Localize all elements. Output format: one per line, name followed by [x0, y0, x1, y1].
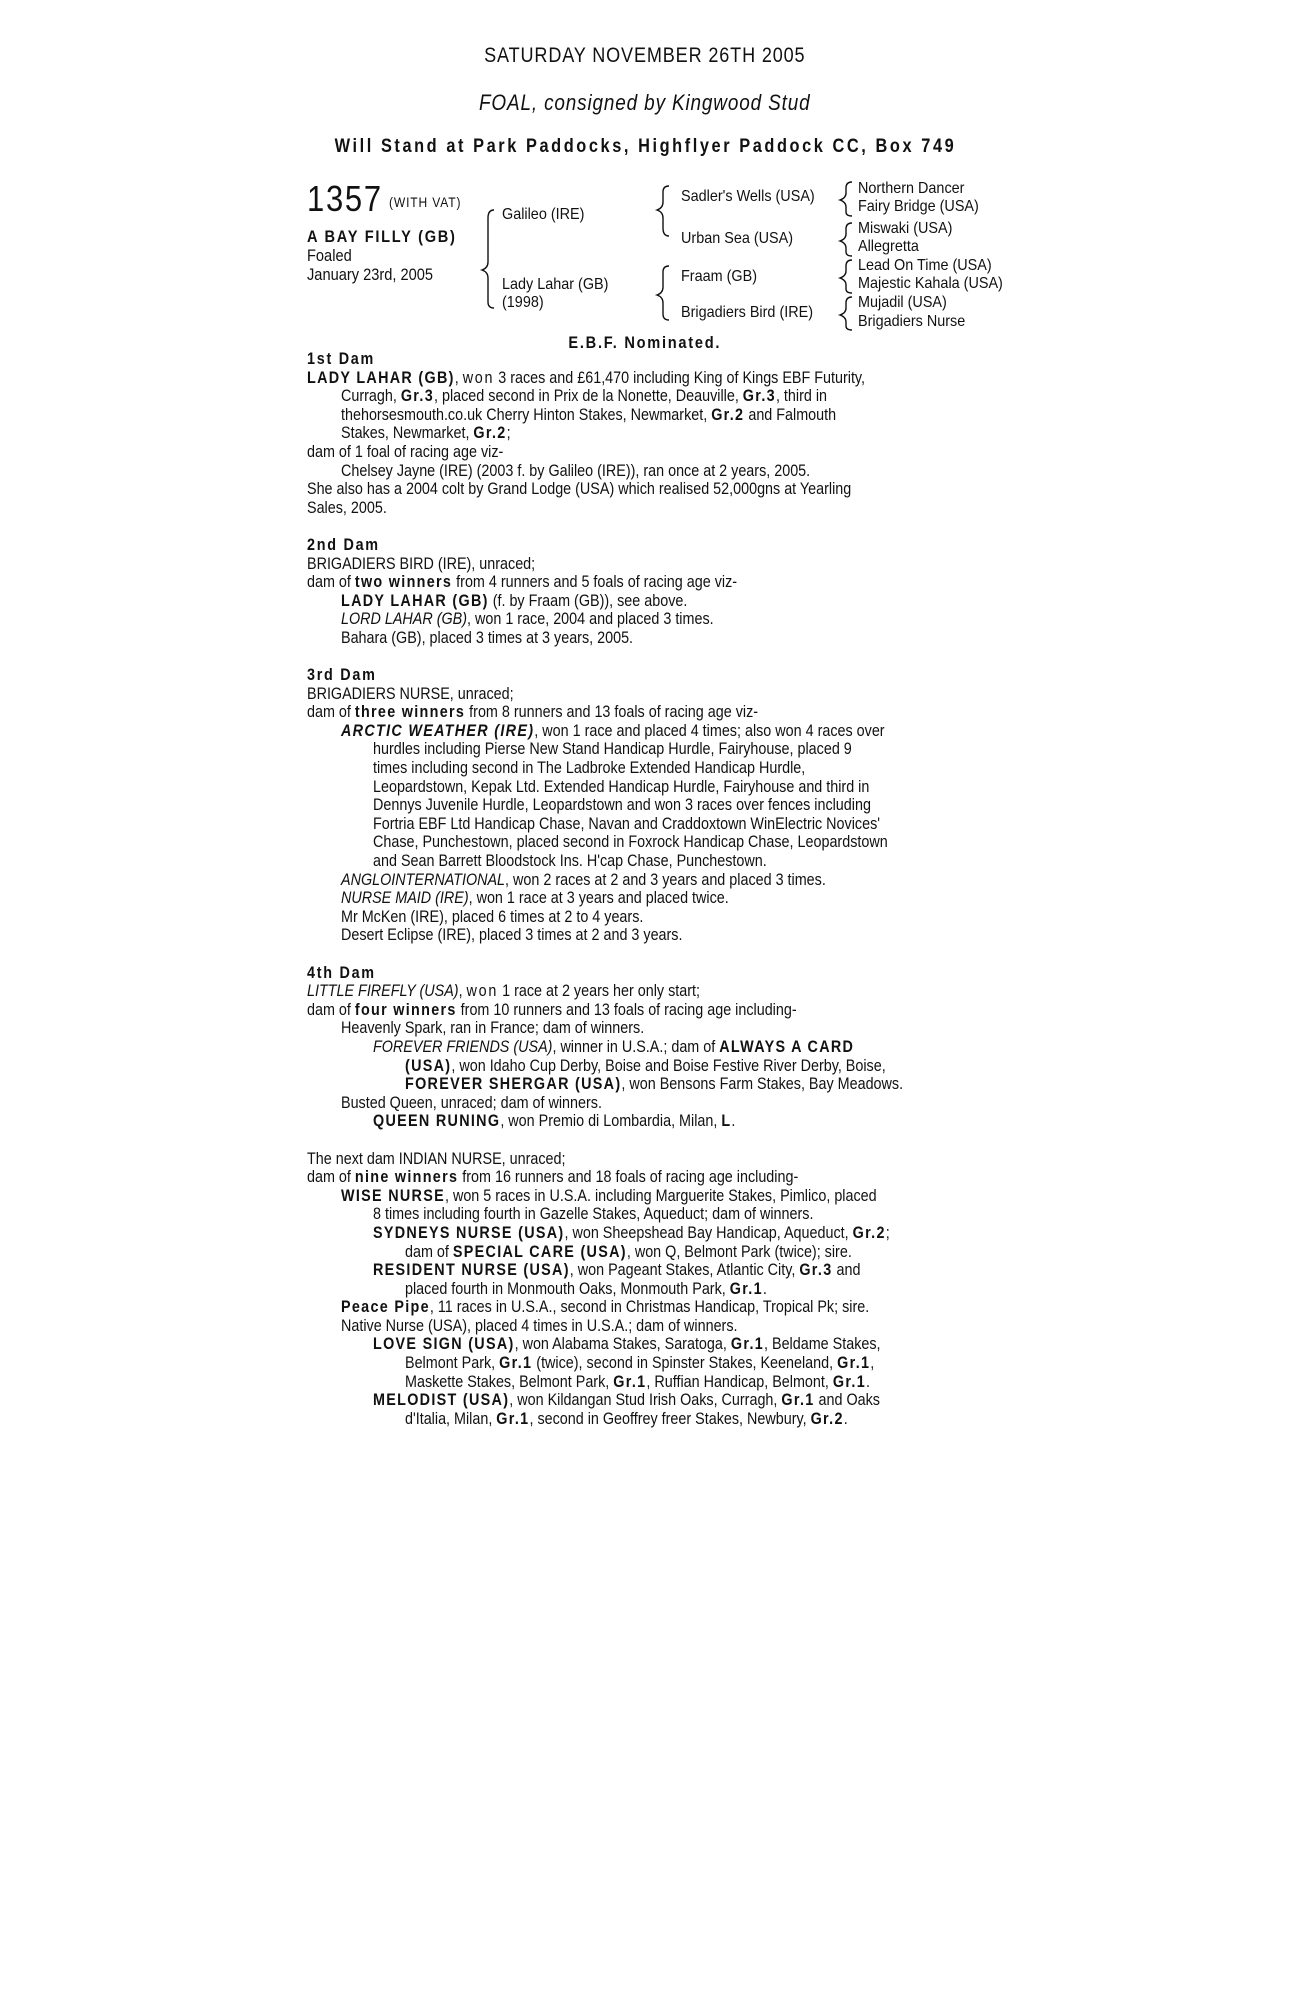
text-line: Bahara (GB), placed 3 times at 3 years, 2005.: [341, 628, 634, 647]
text-line: Desert Eclipse (IRE), placed 3 times at 2 and 3 years.: [341, 926, 683, 945]
dam-dam: Brigadiers Bird (IRE): [681, 304, 814, 321]
dam-sire-dam: Majestic Kahala (USA): [858, 275, 1003, 292]
text-line: She also has a 2004 colt by Grand Lodge (USA) which realised 52,000gns at Yearling: [307, 480, 852, 499]
text-line: dam of two winners from 4 runners and 5 foals of racing age viz-: [307, 573, 738, 592]
lot-sex-colour: A BAY FILLY (GB): [307, 227, 457, 246]
text-line: Leopardstown, Kepak Ltd. Extended Handicap Hurdle, Fairyhouse and third in: [373, 777, 870, 796]
dam-sire-sire: Lead On Time (USA): [858, 257, 992, 274]
dam-dam-dam: Brigadiers Nurse: [858, 313, 966, 330]
text-line: thehorsesmouth.co.uk Cherry Hinton Stakes, Newmarket, Gr.2 and Falmouth: [341, 405, 837, 424]
sire-sire-sire: Northern Dancer: [858, 180, 965, 197]
vat-note: (WITH VAT): [389, 194, 462, 210]
text-line: Peace Pipe, 11 races in U.S.A., second in Christmas Handicap, Tropical Pk; sire.: [341, 1298, 870, 1317]
text-line: SYDNEYS NURSE (USA), won Sheepshead Bay Handicap, Aqueduct, Gr.2;: [373, 1223, 890, 1242]
text-line: placed fourth in Monmouth Oaks, Monmouth Park, Gr.1.: [405, 1279, 767, 1298]
text-line: Native Nurse (USA), placed 4 times in U.S.A.; dam of winners.: [341, 1316, 738, 1335]
text-line: Curragh, Gr.3, placed second in Prix de la Nonette, Deauville, Gr.3, third in: [341, 387, 828, 406]
text-line: WISE NURSE, won 5 races in U.S.A. including Marguerite Stakes, Pimlico, placed: [341, 1186, 877, 1205]
text-line: hurdles including Pierse New Stand Handicap Hurdle, Fairyhouse, placed 9: [373, 740, 852, 759]
sire-dam-dam: Allegretta: [858, 238, 919, 255]
ebf-nominated: E.B.F. Nominated.: [568, 333, 722, 352]
foaled-label: Foaled: [307, 246, 352, 265]
sale-date: SATURDAY NOVEMBER 26TH 2005: [484, 44, 806, 67]
text-line: d'Italia, Milan, Gr.1, second in Geoffrey freer Stakes, Newbury, Gr.2.: [405, 1409, 848, 1428]
dam: Lady Lahar (GB): [502, 276, 609, 293]
text-line: Chase, Punchestown, placed second in Foxrock Handicap Chase, Leopardstown: [373, 833, 888, 852]
text-line: (USA), won Idaho Cup Derby, Boise and Boise Festive River Derby, Boise,: [405, 1056, 886, 1075]
text-line: LORD LAHAR (GB), won 1 race, 2004 and placed 3 times.: [341, 610, 714, 629]
third-dam-heading: 3rd Dam: [307, 666, 377, 685]
sire: Galileo (IRE): [502, 206, 585, 223]
sire-dam: Urban Sea (USA): [681, 230, 794, 247]
text-line: FOREVER SHERGAR (USA), won Bensons Farm Stakes, Bay Meadows.: [405, 1075, 904, 1094]
text-line: BRIGADIERS BIRD (IRE), unraced;: [307, 554, 536, 573]
text-line: ARCTIC WEATHER (IRE), won 1 race and placed 4 times; also won 4 races over: [341, 721, 885, 740]
second-dam-heading: 2nd Dam: [307, 535, 380, 554]
dam-dam-sire: Mujadil (USA): [858, 294, 947, 311]
text-line: NURSE MAID (IRE), won 1 race at 3 years and placed twice.: [341, 889, 729, 908]
text-line: Busted Queen, unraced; dam of winners.: [341, 1093, 602, 1112]
text-line: Chelsey Jayne (IRE) (2003 f. by Galileo (IRE)), ran once at 2 years, 2005.: [341, 461, 811, 480]
text-line: Maskette Stakes, Belmont Park, Gr.1, Ruffian Handicap, Belmont, Gr.1.: [405, 1372, 871, 1391]
sire-sire: Sadler's Wells (USA): [681, 188, 815, 205]
text-line: times including second in The Ladbroke Extended Handicap Hurdle,: [373, 759, 806, 778]
text-line: dam of 1 foal of racing age viz-: [307, 442, 504, 461]
text-line: ANGLOINTERNATIONAL, won 2 races at 2 and 3 years and placed 3 times.: [341, 870, 826, 889]
text-line: dam of nine winners from 16 runners and 18 foals of racing age including-: [307, 1168, 799, 1187]
text-line: FOREVER FRIENDS (USA), winner in U.S.A.; dam of ALWAYS A CARD: [373, 1037, 855, 1056]
text-line: RESIDENT NURSE (USA), won Pageant Stakes, Atlantic City, Gr.3 and: [373, 1261, 861, 1280]
text-line: Sales, 2005.: [307, 498, 387, 517]
foaled-date: January 23rd, 2005: [307, 265, 433, 284]
text-line: and Sean Barrett Bloodstock Ins. H'cap Chase, Punchestown.: [373, 852, 767, 871]
consignment-line: FOAL, consigned by Kingwood Stud: [479, 90, 811, 115]
text-line: dam of four winners from 10 runners and 13 foals of racing age including-: [307, 1000, 797, 1019]
next-dam-heading: The next dam INDIAN NURSE, unraced;: [307, 1149, 566, 1168]
first-dam-heading: 1st Dam: [307, 350, 376, 368]
text-line: BRIGADIERS NURSE, unraced;: [307, 684, 514, 703]
text-line: LADY LAHAR (GB), won 3 races and £61,470 including King of Kings EBF Futurity,: [307, 368, 866, 387]
text-line: 8 times including fourth in Gazelle Stakes, Aqueduct; dam of winners.: [373, 1205, 814, 1224]
text-line: MELODIST (USA), won Kildangan Stud Irish Oaks, Curragh, Gr.1 and Oaks: [373, 1391, 880, 1410]
text-line: Stakes, Newmarket, Gr.2;: [341, 424, 511, 443]
sire-sire-dam: Fairy Bridge (USA): [858, 198, 979, 215]
lot-number: 1357: [307, 178, 383, 219]
text-line: dam of SPECIAL CARE (USA), won Q, Belmont Park (twice); sire.: [405, 1242, 852, 1261]
catalogue-body: [307, 350, 1027, 1428]
sire-dam-sire: Miswaki (USA): [858, 220, 953, 237]
fourth-dam-heading: 4th Dam: [307, 963, 376, 982]
stand-location: Will Stand at Park Paddocks, Highflyer Paddock CC, Box 749: [334, 136, 956, 157]
text-line: Heavenly Spark, ran in France; dam of winners.: [341, 1019, 645, 1038]
text-line: LADY LAHAR (GB) (f. by Fraam (GB)), see above.: [341, 591, 688, 610]
text-line: Fortria EBF Ltd Handicap Chase, Navan and Craddoxtown WinElectric Novices': [373, 814, 880, 833]
text-line: Dennys Juvenile Hurdle, Leopardstown and won 3 races over fences including: [373, 796, 871, 815]
text-line: Belmont Park, Gr.1 (twice), second in Spinster Stakes, Keeneland, Gr.1,: [405, 1354, 875, 1373]
text-line: LITTLE FIREFLY (USA), won 1 race at 2 years her only start;: [307, 982, 700, 1001]
dam-year: (1998): [502, 294, 544, 311]
text-line: Mr McKen (IRE), placed 6 times at 2 to 4 years.: [341, 907, 644, 926]
dam-sire: Fraam (GB): [681, 268, 758, 285]
text-line: dam of three winners from 8 runners and 13 foals of racing age viz-: [307, 703, 759, 722]
text-line: QUEEN RUNING, won Premio di Lombardia, Milan, L.: [373, 1112, 736, 1131]
text-line: LOVE SIGN (USA), won Alabama Stakes, Saratoga, Gr.1, Beldame Stakes,: [373, 1335, 881, 1354]
